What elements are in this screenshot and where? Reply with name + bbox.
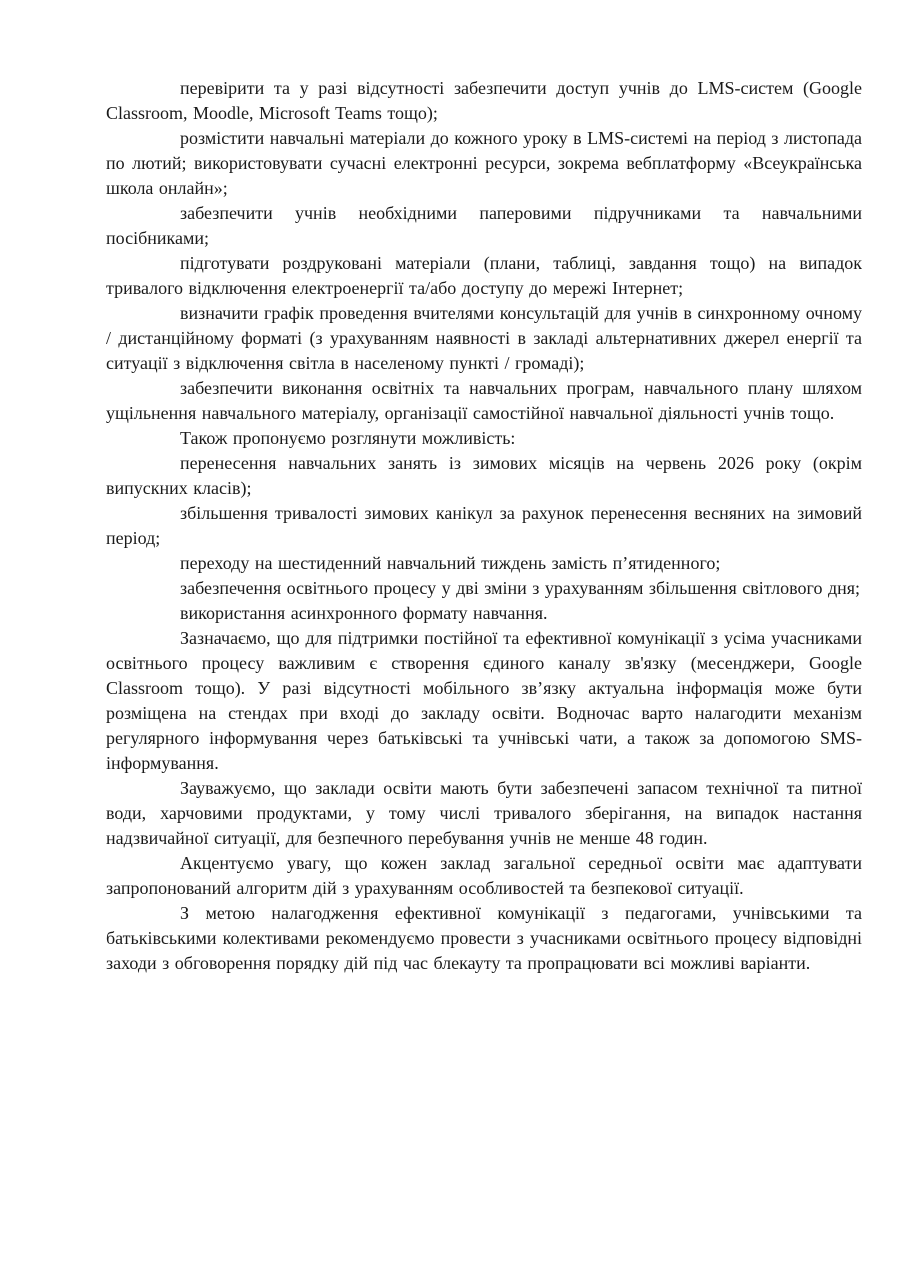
paragraph: Також пропонуємо розглянути можливість: xyxy=(180,428,516,448)
paragraph: Зауважуємо, що заклади освіти мають бути забезпечені запасом технічної та питної води, харчовими продуктами, у тому числі тривалого зберігання, на випадок настання надзвичайної ситуації, для безпечного перебування учнів не менше 48 годин. xyxy=(106,778,862,848)
paragraph: забезпечення освітнього процесу у дві зміни з урахуванням збільшення світлового дня; xyxy=(180,578,861,598)
paragraph: збільшення тривалості зимових канікул за рахунок перенесення весняних на зимовий період; xyxy=(106,503,862,548)
paragraph: забезпечити учнів необхідними паперовими підручниками та навчальними посібниками; xyxy=(106,203,862,248)
paragraph: підготувати роздруковані матеріали (плани, таблиці, завдання тощо) на випадок тривалого відключення електроенергії та/або доступу до мережі Інтернет; xyxy=(106,253,862,298)
paragraph: Акцентуємо увагу, що кожен заклад загальної середньої освіти має адаптувати запропонований алгоритм дій з урахуванням особливостей та безпекової ситуації. xyxy=(106,853,862,898)
paragraph: Зазначаємо, що для підтримки постійної та ефективної комунікації з усіма учасниками освітнього процесу важливим є створення єдиного каналу зв'язку (месенджери, Google Classroom тощо). У разі відсутності мобільного зв’язку актуальна інформація може бути розміщена на стендах при вході до закладу освіти. Водночас варто налагодити механізм регулярного інформування через батьківські та учнівські чати, а також за допомогою SMS-інформування. xyxy=(106,628,862,773)
paragraph: переходу на шестиденний навчальний тиждень замість п’ятиденного; xyxy=(180,553,721,573)
paragraph: перенесення навчальних занять із зимових місяців на червень 2026 року (окрім випускних класів); xyxy=(106,453,862,498)
paragraph: розмістити навчальні матеріали до кожного уроку в LMS-системі на період з листопада по лютий; використовувати сучасні електронні ресурси, зокрема вебплатформу «Всеукраїнська школа онлайн»; xyxy=(106,128,863,198)
paragraph: забезпечити виконання освітніх та навчальних програм, навчального плану шляхом ущільнення навчального матеріалу, організації самостійної навчальної діяльності учнів тощо. xyxy=(106,378,862,423)
paragraph: визначити графік проведення вчителями консультацій для учнів в синхронному очному / дистанційному форматі (з урахуванням наявності в закладі альтернативних джерел енергії та ситуації з відключення світла в населеному пункті / громаді); xyxy=(106,303,862,373)
paragraph: використання асинхронного формату навчання. xyxy=(180,603,548,623)
paragraph: перевірити та у разі відсутності забезпечити доступ учнів до LMS-систем (Google Classroom, Moodle, Microsoft Teams тощо); xyxy=(106,78,862,123)
paragraph: З метою налагодження ефективної комунікації з педагогами, учнівськими та батьківськими колективами рекомендуємо провести з учасниками освітнього процесу відповідні заходи з обговорення порядку дій під час блекауту та пропрацювати всі можливі варіанти. xyxy=(106,903,862,973)
